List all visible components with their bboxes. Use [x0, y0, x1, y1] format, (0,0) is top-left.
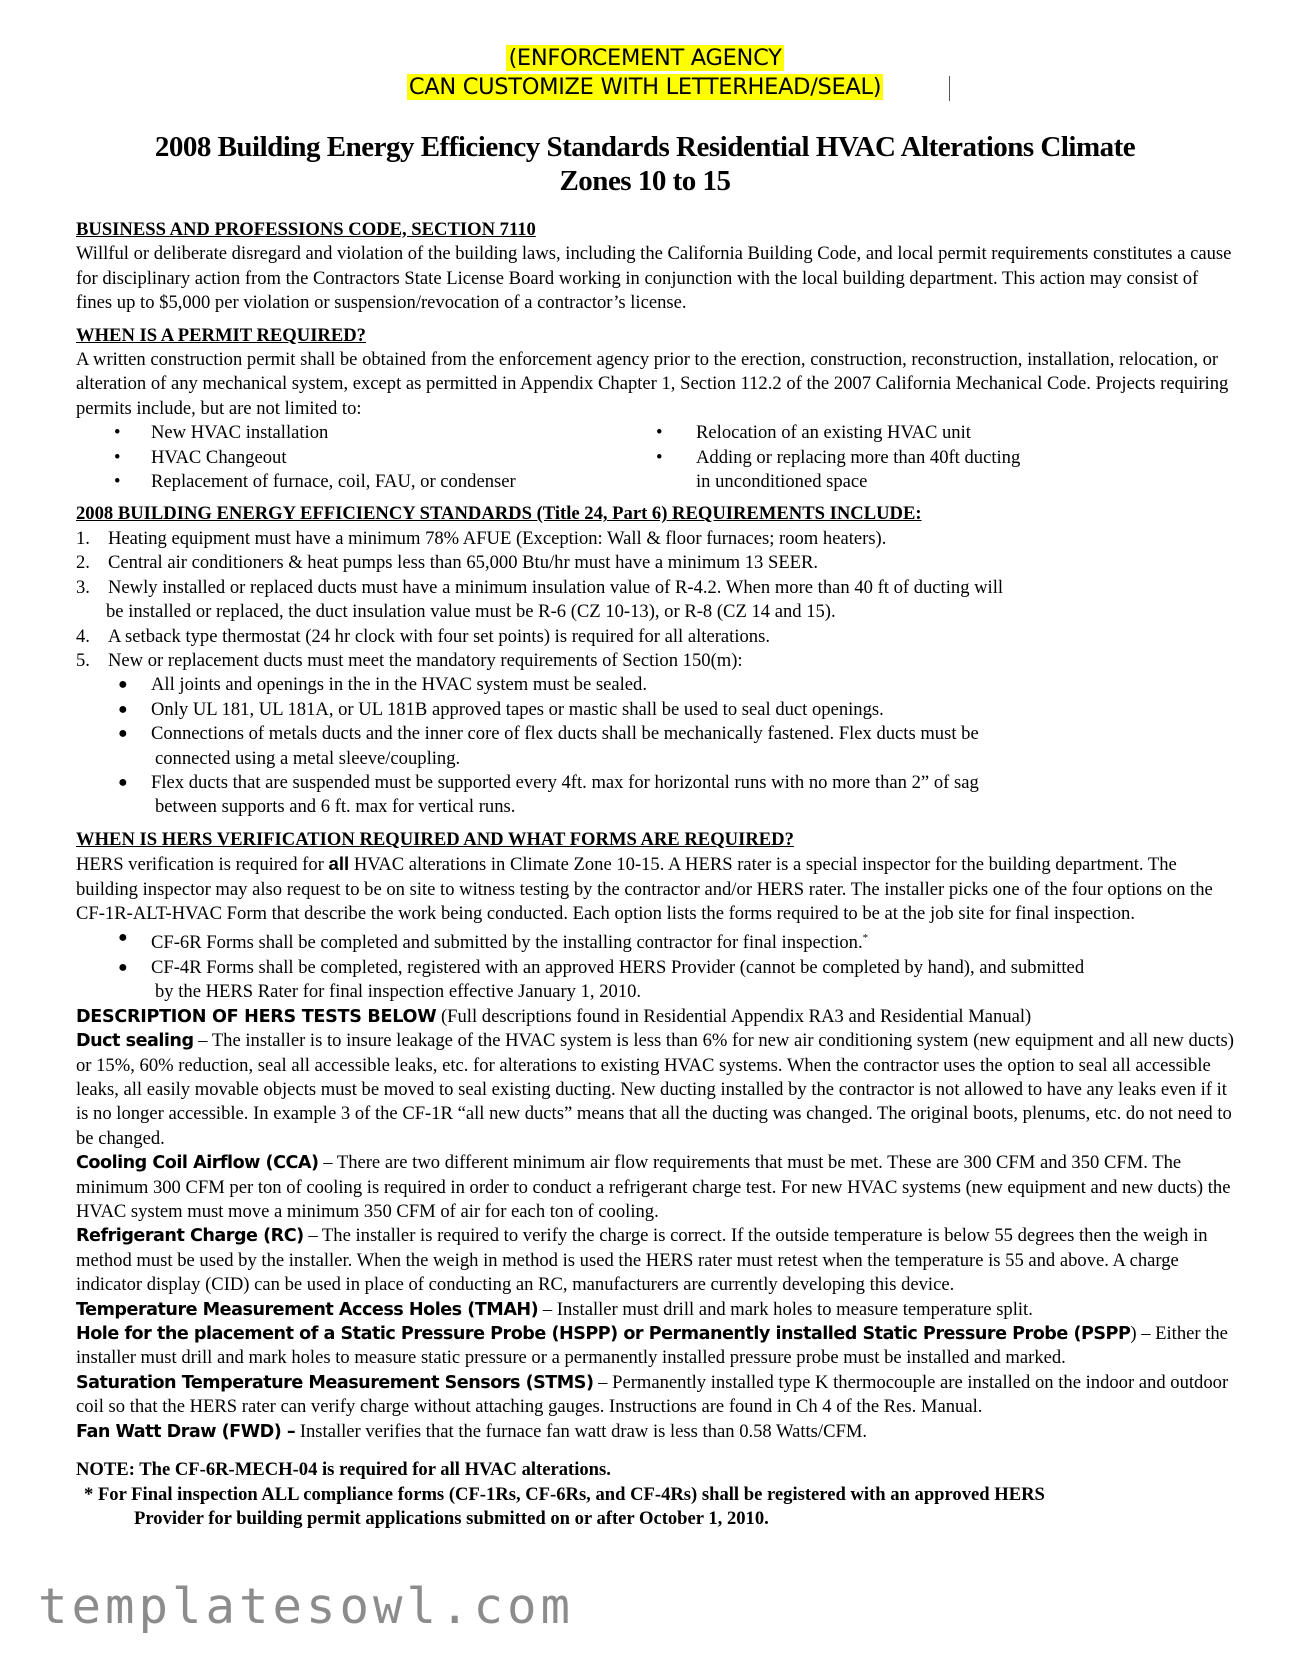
header-line-1: (ENFORCEMENT AGENCY: [508, 45, 782, 71]
sub-list-item: ● Connections of metals ducts and the inner core of flex ducts shall be mechanically fastened. Flex ducts must be connected using a metal sleeve/coupling.: [118, 723, 979, 769]
test-stms: Saturation Temperature Measurement Sensors (STMS) – Permanently installed type K thermocouple are installed on the indoor and outdoor coil so that the HERS rater can verify charge without attaching gauges. Instructions are found in Ch 4 of the Res. Manual.: [76, 1371, 1229, 1418]
test-tmah: Temperature Measurement Access Holes (TMAH) – Installer must drill and mark holes to measure temperature split.: [76, 1298, 1033, 1320]
note-final-inspection: * For Final inspection ALL compliance forms (CF-1Rs, CF-6Rs, and CF-4Rs) shall be registered with an approved HERS Provider for building permit applications submitted on or after October 1, 2010.: [84, 1483, 1045, 1529]
sub-list-item: ● All joints and openings in the in the HVAC system must be sealed.: [118, 674, 647, 696]
permit-list: [76, 421, 1236, 494]
permit-heading: WHEN IS A PERMIT REQUIRED?: [76, 324, 366, 346]
document-body: [76, 218, 1236, 1531]
test-duct-sealing: Duct sealing – The installer is to insure leakage of the HVAC system is less than 6% for new air conditioning system (new equipment and all new ducts) or 15%, 60% reduction, seal all accessible leaks, etc. for alterations to existing HVAC systems. When the contractor uses the option to seal all accessible leaks, all easily movable objects must be moved to seal existing ducting. New ducting installed by the contractor is not allowed to have any leaks even if it is no longer accessible. In example 3 of the CF-1R “all new ducts” means that all the ducting was changed. The original boots, plenums, etc. do not need to be changed.: [76, 1030, 1234, 1149]
list-item: • New HVAC installation: [114, 422, 329, 444]
hers-heading: WHEN IS HERS VERIFICATION REQUIRED AND WHAT FORMS ARE REQUIRED?: [76, 828, 794, 850]
hers-body: HERS verification is required for all HVAC alterations in Climate Zone 10-15. A HERS rater is a special inspector for the building department. The building inspector may also request to be on site to witness testing by the contractor and/or HERS rater. The installer picks one of the four options on the CF-1R-ALT-HVAC Form that describe the work being conducted. Each option lists the forms required to be at the job site for final inspection.: [76, 853, 1213, 924]
list-item: 2. Central air conditioners & heat pumps less than 65,000 Btu/hr must have a minimum 13 SEER.: [76, 552, 819, 574]
hers-forms-list: [76, 926, 1236, 1004]
sub-list-item: ● Only UL 181, UL 181A, or UL 181B approved tapes or mastic shall be used to seal duct openings.: [118, 698, 884, 720]
header-line-2: CAN CUSTOMIZE WITH LETTERHEAD/SEAL): [408, 74, 882, 100]
title-line-2: Zones 10 to 15: [559, 165, 731, 197]
sub-list-item: ● Flex ducts that are suspended must be supported every 4ft. max for horizontal runs with no more than 2” of sag between supports and 6 ft. max for vertical runs.: [118, 771, 979, 818]
bpc-body: Willful or deliberate disregard and violation of the building laws, including the California Building Code, and local permit requirements constitutes a cause for disciplinary action from the Contractors State License Board working in conjunction with the local building department. This action may consist of fines up to $5,000 per violation or suspension/revocation of a contractor’s license.: [76, 243, 1232, 314]
permit-body: A written construction permit shall be obtained from the enforcement agency prior to the erection, construction, reconstruction, installation, relocation, or alteration of any mechanical system, except as permitted in Appendix Chapter 1, Section 112.2 of the 2007 California Mechanical Code. Projects requiring permits include, but are not limited to:: [76, 349, 1229, 419]
section-standards: [76, 502, 1236, 819]
note-mech: NOTE: The CF-6R-MECH-04 is required for all HVAC alterations.: [76, 1459, 611, 1481]
section-hers: [76, 828, 1236, 1005]
test-fwd: Fan Watt Draw (FWD) – Installer verifies that the furnace fan watt draw is less than 0.58 Watts/CFM.: [76, 1420, 868, 1442]
bpc-heading: BUSINESS AND PROFESSIONS CODE, SECTION 7110: [76, 219, 536, 240]
tests-heading: DESCRIPTION OF HERS TESTS BELOW (Full descriptions found in Residential Appendix RA3 and Residential Manual): [76, 1005, 1032, 1027]
section-bpc: [76, 218, 1236, 316]
test-rc: Refrigerant Charge (RC) – The installer is required to verify the charge is correct. If the outside temperature is below 55 degrees then the weigh in method must be used by the installer. When the weigh in method is used the HERS rater must retest when the temperature is 55 and above. A charge indicator display (CID) can be used in place of conducting an RC, manufacturers are currently developing this device.: [76, 1225, 1208, 1296]
list-item: 5. New or replacement ducts must meet the mandatory requirements of Section 150(m):: [76, 649, 743, 671]
permit-list-left: [76, 421, 656, 494]
list-item: • Adding or replacing more than 40ft ducting: [656, 446, 1021, 468]
test-hspp: Hole for the placement of a Static Pressure Probe (HSPP) or Permanently installed Static Pressure Probe (PSPP) – Either the installer must drill and mark holes to measure static pressure or a permanently installed pressure probe must be installed and marked.: [76, 1323, 1228, 1369]
permit-list-right: [656, 421, 1236, 494]
list-item: • HVAC Changeout: [114, 446, 287, 468]
section-tests: [76, 1005, 1236, 1444]
list-item-continuation: in unconditioned space: [696, 471, 868, 493]
list-item: 3. Newly installed or replaced ducts must have a minimum insulation value of R-4.2. When more than 40 ft of ducting will be installed or replaced, the duct insulation value must be R-6 (CZ 10-13), or R-8 (CZ 14 and 15).: [76, 576, 1004, 623]
page-title: [60, 130, 1230, 198]
list-item: 4. A setback type thermostat (24 hr clock with four set points) is required for all alterations.: [76, 625, 770, 647]
test-cca: Cooling Coil Airflow (CCA) – There are two different minimum air flow requirements that must be met. These are 300 CFM and 350 CFM. The minimum 300 CFM per ton of cooling is required in order to conduct a refrigerant charge test. For new HVAC systems (new equipment and new ducts) the HVAC system must move a minimum 350 CFM of air for each ton of cooling.: [76, 1152, 1231, 1223]
list-item: • Replacement of furnace, coil, FAU, or condenser: [114, 471, 516, 493]
text-cursor-bar: [949, 76, 950, 101]
watermark: templatesowl.com: [38, 1578, 575, 1635]
list-item: 1. Heating equipment must have a minimum 78% AFUE (Exception: Wall & floor furnaces; room heaters).: [76, 527, 887, 549]
title-line-1: 2008 Building Energy Efficiency Standards Residential HVAC Alterations Climate: [154, 131, 1136, 163]
agency-header: [0, 44, 1290, 102]
list-item: ● CF-4R Forms shall be completed, registered with an approved HERS Provider (cannot be completed by hand), and submitted by the HERS Rater for final inspection effective January 1, 2010.: [118, 956, 1085, 1003]
section-permit: [76, 324, 1236, 495]
standards-heading: 2008 BUILDING ENERGY EFFICIENCY STANDARDS (Title 24, Part 6) REQUIREMENTS INCLUDE:: [76, 503, 922, 525]
list-item: • Relocation of an existing HVAC unit: [656, 422, 971, 444]
list-item: ● CF-6R Forms shall be completed and submitted by the installing contractor for final inspection.*: [118, 929, 869, 954]
